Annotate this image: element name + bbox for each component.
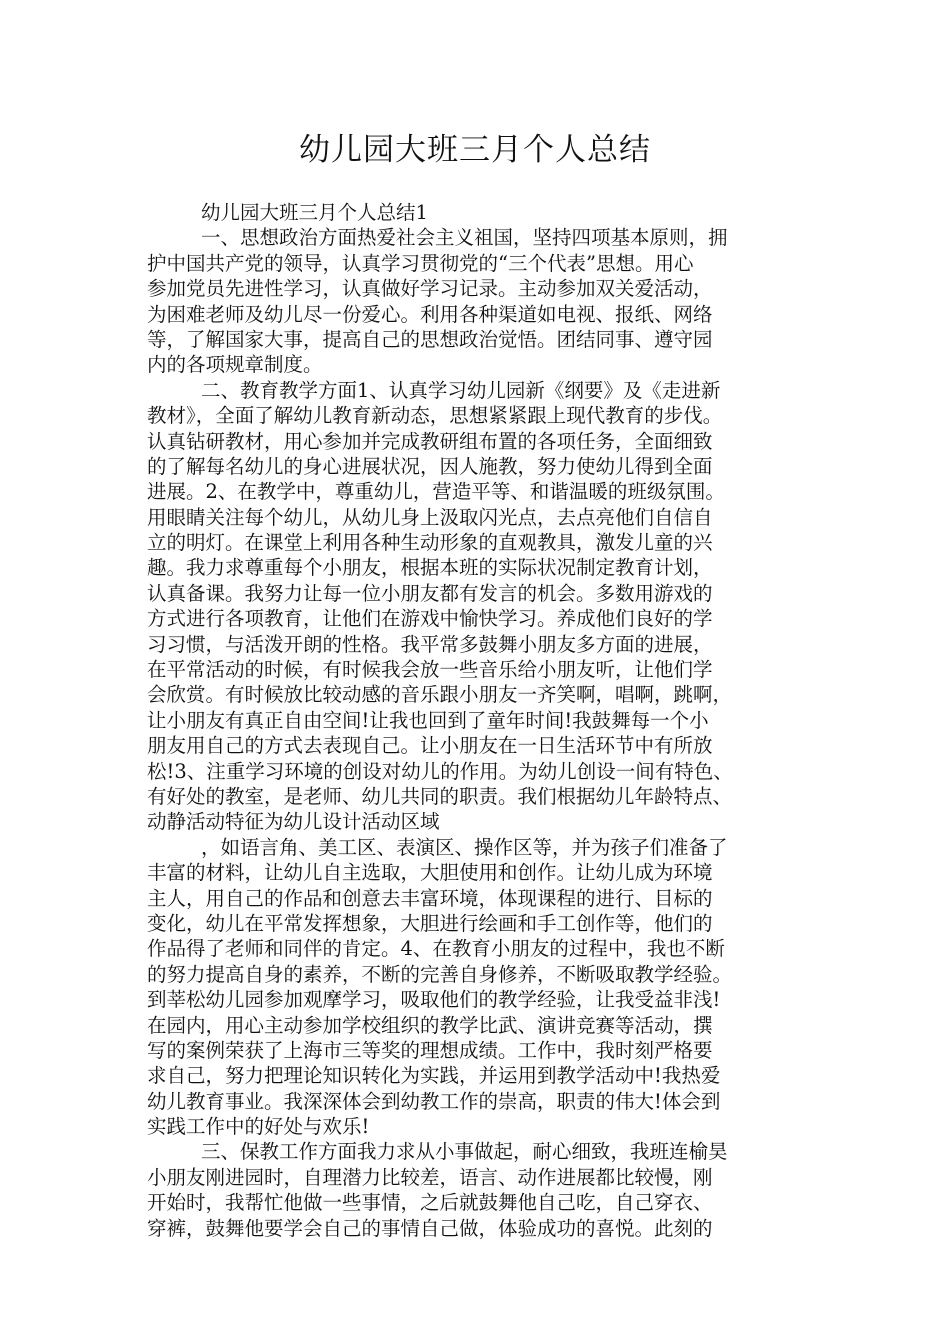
text-line: 内的各项规章制度。 — [147, 353, 323, 377]
text-line: 习习惯，与活泼开朗的性格。我平常多鼓舞小朋友多方面的进展， — [147, 632, 713, 656]
text-line: 的了解每名幼儿的身心进展状况，因人施教，努力使幼儿得到全面 — [147, 454, 713, 478]
text-line: 一、思想政治方面热爱社会主义祖国，坚持四项基本原则，拥 — [201, 226, 728, 250]
text-line: 作品得了老师和同伴的肯定。4、在教育小朋友的过程中，我也不断 — [147, 937, 725, 961]
text-line: 参加党员先进性学习，认真做好学习记录。主动参加双关爱活动， — [147, 277, 713, 301]
text-line: ，如语言角、美工区、表演区、操作区等，并为孩子们准备了 — [201, 835, 728, 859]
text-line: 立的明灯。在课堂上利用各种生动形象的直观教具，激发儿童的兴 — [147, 531, 713, 555]
text-line: 写的案例荣获了上海市三等奖的理想成绩。工作中，我时刻严格要 — [147, 1038, 713, 1062]
text-line: 三、保教工作方面我力求从小事做起，耐心细致，我班连榆昊 — [201, 1140, 728, 1164]
text-line: 的努力提高自身的素养，不断的完善自身修养，不断吸取教学经验。 — [147, 962, 733, 986]
document-body — [147, 200, 827, 1241]
text-line: 朋友用自己的方式去表现自己。让小朋友在一日生活环节中有所放 — [147, 734, 713, 758]
text-line: 开始时，我帮忙他做一些事情，之后就鼓舞他自己吃，自己穿衣、 — [147, 1191, 713, 1215]
text-line: 有好处的教室，是老师、幼儿共同的职责。我们根据幼儿年龄特点、 — [147, 784, 733, 808]
text-line: 方式进行各项教育，让他们在游戏中愉快学习。养成他们良好的学 — [147, 607, 713, 631]
text-line: 进展。2、在教学中，尊重幼儿，营造平等、和谐温暖的班级氛围。 — [147, 480, 725, 504]
text-line: 到莘松幼儿园参加观摩学习，吸取他们的教学经验，让我受益非浅! — [147, 988, 721, 1012]
text-line: 松!3、注重学习环境的创设对幼儿的作用。为幼儿创设一间有特色、 — [147, 759, 733, 783]
text-line: 用眼睛关注每个幼儿，从幼儿身上汲取闪光点，去点亮他们自信自 — [147, 505, 713, 529]
text-line: 等，了解国家大事，提高自己的思想政治觉悟。团结同事、遵守园 — [147, 327, 713, 351]
text-line: 在园内，用心主动参加学校组织的教学比武、演讲竞赛等活动，撰 — [147, 1013, 713, 1037]
text-line: 二、教育教学方面1、认真学习幼儿园新《纲要》及《走进新 — [201, 378, 721, 402]
text-line: 认真备课。我努力让每一位小朋友都有发言的机会。多数用游戏的 — [147, 581, 713, 605]
text-line: 会欣赏。有时候放比较动感的音乐跟小朋友一齐笑啊，唱啊，跳啊， — [147, 683, 733, 707]
text-line: 变化，幼儿在平常发挥想象，大胆进行绘画和手工创作等，他们的 — [147, 911, 713, 935]
text-line: 让小朋友有真正自由空间!让我也回到了童年时间!我鼓舞每一个小 — [147, 708, 709, 732]
text-line: 幼儿教育事业。我深深体会到幼教工作的崇高，职责的伟大!体会到 — [147, 1089, 721, 1113]
text-line: 在平常活动的时候，有时候我会放一些音乐给小朋友听，让他们学 — [147, 658, 713, 682]
text-line: 求自己，努力把理论知识转化为实践，并运用到教学活动中!我热爱 — [147, 1064, 721, 1088]
text-line: 认真钻研教材，用心参加并完成教研组布置的各项任务，全面细致 — [147, 429, 713, 453]
text-line: 为困难老师及幼儿尽一份爱心。利用各种渠道如电视、报纸、网络 — [147, 302, 713, 326]
text-line: 主人，用自己的作品和创意去丰富环境，体现课程的进行、目标的 — [147, 886, 713, 910]
text-line: 幼儿园大班三月个人总结1 — [201, 201, 428, 224]
text-line: 实践工作中的好处与欢乐! — [147, 1115, 370, 1139]
text-line: 教材》，全面了解幼儿教育新动态，思想紧紧跟上现代教育的步伐。 — [147, 404, 723, 428]
text-line: 小朋友刚进园时，自理潜力比较差，语言、动作进展都比较慢，刚 — [147, 1165, 713, 1189]
text-line: 动静活动特征为幼儿设计活动区域 — [147, 810, 440, 834]
text-line: 护中国共产党的领导，认真学习贯彻党的“三个代表”思想。用心 — [147, 251, 694, 275]
text-line: 趣。我力求尊重每个小朋友，根据本班的实际状况制定教育计划， — [147, 556, 713, 580]
text-line: 穿裤，鼓舞他要学会自己的事情自己做，体验成功的喜悦。此刻的 — [147, 1216, 713, 1240]
text-line: 丰富的材料，让幼儿自主选取，大胆使用和创作。让幼儿成为环境 — [147, 861, 713, 885]
document-title: 幼儿园大班三月个人总结 — [299, 132, 651, 168]
